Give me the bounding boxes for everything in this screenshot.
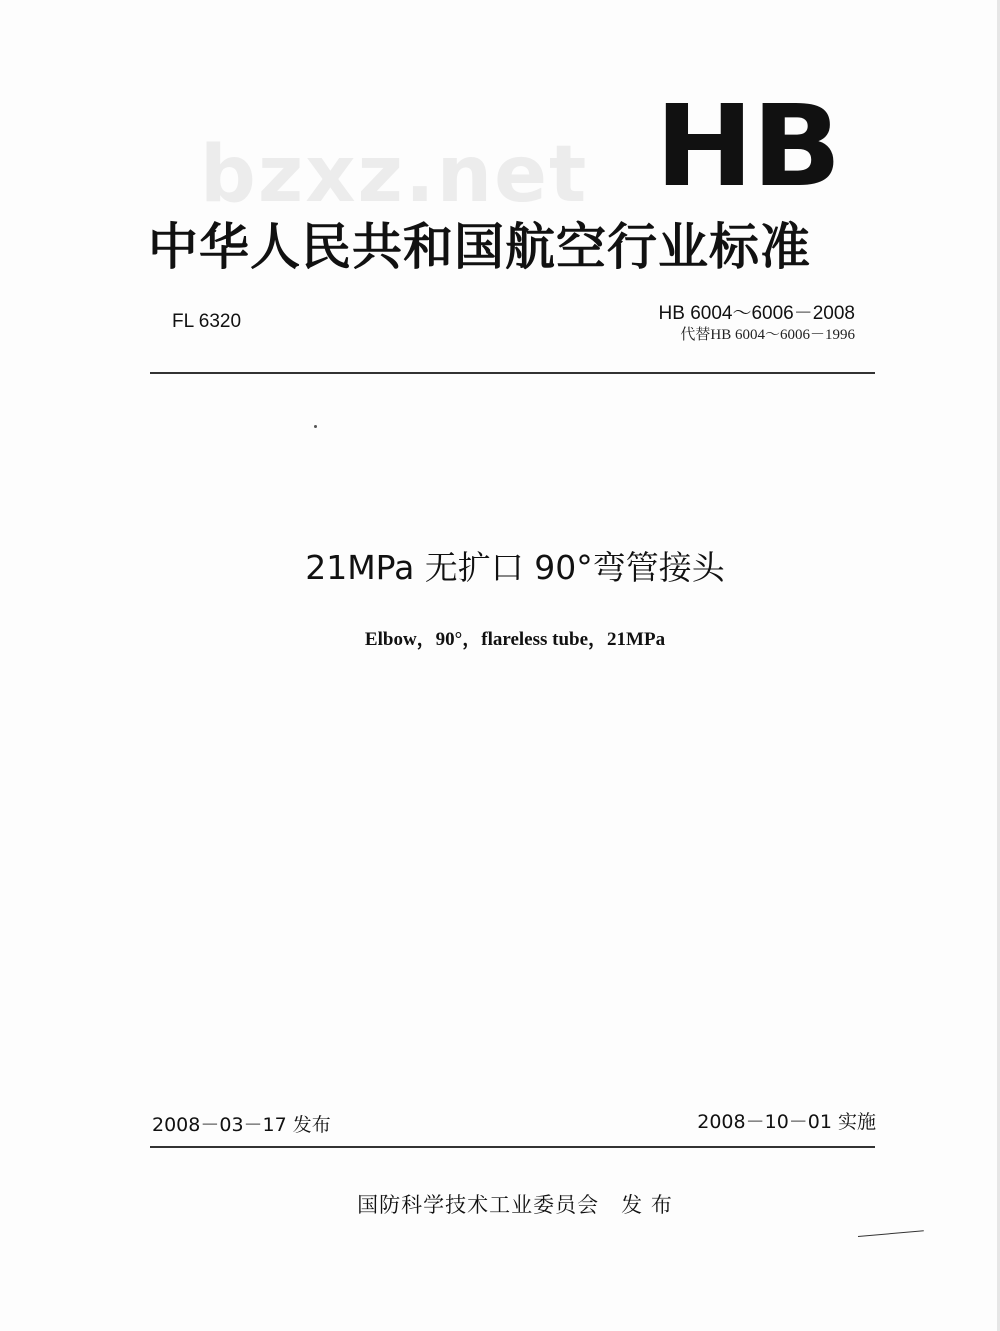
footer-divider [150,1146,875,1148]
header-divider [150,372,875,374]
implementation-date: 2008－10－01 实施 [697,1111,876,1133]
site-watermark: bzxz.net [200,130,589,220]
scan-mark-line [858,1230,924,1237]
document-title-cn: 21MPa 无扩口 90°弯管接头 [305,548,725,587]
issue-date: 2008－03－17 发布 [152,1114,331,1136]
hb-logo: HB [655,80,840,212]
standard-category-title: 中华人民共和国航空行业标准 [148,218,811,276]
document-title-en: Elbow，90°，flareless tube，21MPa [364,629,666,650]
publisher: 国防科学技术工业委员会 发 布 [357,1193,673,1217]
replaces-standard: 代替HB 6004～6006－1996 [680,327,855,343]
fl-classification-code: FL 6320 [172,311,242,332]
standard-number: HB 6004～6006－2008 [658,303,855,324]
scan-speck [314,425,317,428]
